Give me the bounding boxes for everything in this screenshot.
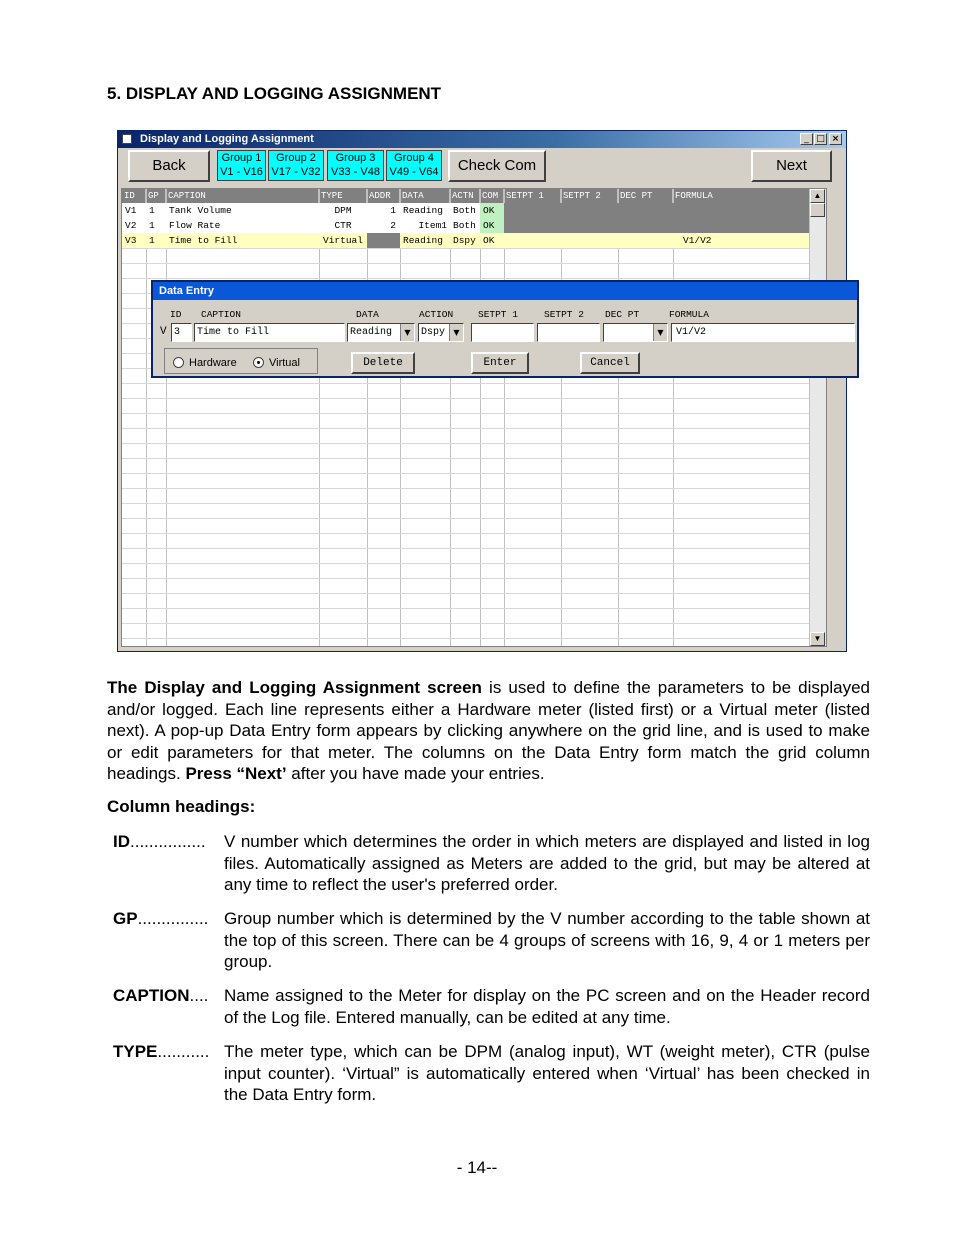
cell-id: V3 — [125, 235, 137, 246]
header-type: TYPE — [319, 189, 367, 203]
group-4-range: V49 - V64 — [389, 166, 439, 178]
term-label: ID................ — [113, 832, 206, 851]
label-id: ID — [170, 309, 182, 320]
intro-bold: The Display and Logging Assignment screen — [107, 678, 482, 697]
next-button[interactable]: Next — [751, 150, 832, 182]
term-description: Name assigned to the Meter for display on the PC screen and on the Header record of the Log file. Entered manually, can be edited at any time. — [224, 986, 870, 1027]
scroll-down-icon[interactable]: ▼ — [810, 632, 825, 646]
label-action: ACTION — [419, 309, 454, 320]
column-headings-title: Column headings: — [107, 797, 256, 816]
data-entry-dialog — [151, 280, 859, 378]
enter-button[interactable]: Enter — [471, 352, 529, 374]
cell-caption: Time to Fill — [169, 235, 238, 246]
grid-header-row — [122, 189, 826, 203]
term-label: GP............... — [113, 909, 209, 928]
term-description: Group number which is determined by the V number according to the table shown at the top of this screen. There can be 4 groups of screens with 16, 9, 4 or 1 meters per group. — [224, 909, 870, 971]
group-1-label: Group 1 — [221, 152, 262, 164]
delete-button[interactable]: Delete — [351, 352, 415, 374]
group-4-button[interactable] — [386, 150, 442, 181]
cell-actn: Dspy — [453, 235, 476, 246]
virtual-radio[interactable] — [253, 357, 264, 368]
cancel-button[interactable]: Cancel — [580, 352, 640, 374]
cell-decpt — [618, 233, 673, 248]
hardware-label[interactable]: Hardware — [189, 357, 237, 369]
cell-actn: Both — [453, 220, 476, 231]
grid-row-selected[interactable] — [122, 233, 826, 248]
cell-gp: 1 — [149, 220, 155, 231]
group-2-range: V17 - V32 — [271, 166, 321, 178]
setpt2-field[interactable] — [537, 323, 600, 342]
term-label: CAPTION.... — [113, 986, 209, 1005]
group-2-label: Group 2 — [276, 152, 316, 164]
cell-formula — [673, 203, 812, 218]
action-select[interactable] — [418, 323, 464, 342]
cell-type: Virtual — [323, 235, 363, 246]
header-decpt: DEC PT — [618, 189, 673, 203]
v-prefix: V — [160, 326, 167, 338]
definition-id — [113, 831, 870, 896]
press-next-tail: after you have made your entries. — [286, 764, 545, 783]
label-caption: CAPTION — [201, 309, 241, 320]
decpt-select[interactable] — [603, 323, 668, 342]
scroll-up-icon[interactable]: ▲ — [810, 189, 825, 203]
cell-addr: 1 — [390, 205, 396, 216]
chevron-down-icon[interactable]: ▼ — [449, 324, 463, 341]
virtual-label[interactable]: Virtual — [269, 357, 300, 369]
intro-paragraph — [107, 677, 870, 785]
cell-id: V2 — [125, 220, 137, 231]
window-title: Display and Logging Assignment — [140, 133, 314, 145]
data-entry-title: Data Entry — [153, 282, 857, 300]
cell-com: OK — [480, 218, 504, 233]
cell-caption: Flow Rate — [169, 220, 221, 231]
minimize-icon[interactable]: _ — [800, 133, 813, 145]
header-setpt2: SETPT 2 — [561, 189, 618, 203]
setpt1-field[interactable] — [471, 323, 534, 342]
group-1-range: V1 - V16 — [220, 166, 263, 178]
group-3-range: V33 - V48 — [331, 166, 380, 178]
label-formula: FORMULA — [669, 309, 709, 320]
cell-actn: Both — [453, 205, 476, 216]
cell-type: CTR — [334, 220, 352, 231]
group-3-button[interactable] — [327, 150, 384, 181]
maximize-icon[interactable]: □ — [814, 133, 827, 145]
data-select[interactable] — [347, 323, 415, 342]
cell-formula — [673, 218, 812, 233]
grid-scrollbar[interactable] — [809, 189, 826, 646]
grid-row[interactable] — [122, 203, 826, 218]
meter-type-radio-group — [164, 348, 318, 374]
cell-caption: Tank Volume — [169, 205, 232, 216]
definition-gp — [113, 908, 870, 973]
cell-decpt — [618, 218, 673, 233]
term-label: TYPE........... — [113, 1042, 210, 1061]
group-3-label: Group 3 — [335, 152, 376, 164]
section-heading: 5. DISPLAY AND LOGGING ASSIGNMENT — [107, 84, 442, 103]
cell-com: OK — [483, 235, 495, 246]
group-4-label: Group 4 — [394, 152, 434, 164]
window-titlebar — [118, 131, 846, 148]
header-addr: ADDR — [367, 189, 400, 203]
hardware-radio[interactable] — [173, 357, 184, 368]
header-com: COM — [480, 189, 504, 203]
cell-formula: V1/V2 — [683, 235, 712, 246]
grid-row[interactable] — [122, 218, 826, 233]
cell-gp: 1 — [149, 235, 155, 246]
cell-id: V1 — [125, 205, 137, 216]
display-logging-window — [117, 130, 847, 652]
term-description: The meter type, which can be DPM (analog input), WT (weight meter), CTR (pulse input counter). ‘Virtual” is automatically entered when ‘Virtual’ has been checked in the Data Entry form. — [224, 1042, 870, 1104]
label-decpt: DEC PT — [605, 309, 640, 320]
cell-setpt2 — [561, 233, 618, 248]
cell-addr: 2 — [390, 220, 396, 231]
cell-data: Reading — [403, 205, 443, 216]
id-field[interactable]: 3 — [171, 323, 192, 342]
cell-setpt1 — [504, 233, 561, 248]
cell-setpt1 — [504, 203, 561, 218]
group-2-button[interactable] — [268, 150, 324, 181]
header-data: DATA — [400, 189, 450, 203]
header-actn: ACTN — [450, 189, 480, 203]
group-1-button[interactable] — [217, 150, 266, 181]
header-gp: GP — [146, 189, 166, 203]
term-description: V number which determines the order in which meters are displayed and listed in log files. Automatically assigned as Meters are added to the grid, but may be altered at any time to reflect the user's preferred order. — [224, 832, 870, 894]
formula-field[interactable]: V1/V2 — [671, 323, 855, 342]
caption-field[interactable]: Time to Fill — [194, 323, 345, 342]
page-number: - 14-- — [456, 1158, 498, 1177]
cell-data: Item1 — [418, 220, 447, 231]
cell-setpt2 — [561, 203, 618, 218]
close-icon[interactable]: × — [829, 133, 842, 145]
press-next-bold: Press “Next’ — [185, 764, 287, 783]
cell-com: OK — [480, 203, 504, 218]
label-setpt1: SETPT 1 — [478, 309, 518, 320]
check-com-button[interactable]: Check Com — [448, 150, 546, 182]
cell-addr — [367, 233, 400, 248]
data-select-value: Reading — [350, 327, 393, 338]
back-button[interactable]: Back — [128, 150, 210, 182]
app-icon — [122, 134, 132, 144]
cell-data: Reading — [403, 235, 443, 246]
header-caption: CAPTION — [166, 189, 319, 203]
cell-type: DPM — [334, 205, 352, 216]
label-data: DATA — [356, 309, 379, 320]
intro-text: is used to define the parameters to be displayed and/or logged. Each line represents either a Hardware meter (listed first) or a Virtual meter (listed next). A pop-up Data Entry form appears by clicking anywhere on the grid line, and is used to make or edit parameters for that meter. The columns on the Data Entry form match the grid column headings. — [107, 678, 871, 783]
scroll-thumb[interactable] — [810, 203, 825, 217]
cell-gp: 1 — [149, 205, 155, 216]
cell-setpt1 — [504, 218, 561, 233]
chevron-down-icon[interactable]: ▼ — [400, 324, 414, 341]
cell-setpt2 — [561, 218, 618, 233]
chevron-down-icon[interactable]: ▼ — [653, 324, 667, 341]
definition-caption — [113, 985, 870, 1028]
header-formula: FORMULA — [673, 189, 812, 203]
cell-decpt — [618, 203, 673, 218]
label-setpt2: SETPT 2 — [544, 309, 584, 320]
assignment-grid[interactable] — [121, 188, 827, 647]
definition-type — [113, 1041, 870, 1106]
header-id: ID — [122, 189, 146, 203]
header-setpt1: SETPT 1 — [504, 189, 561, 203]
action-select-value: Dspy — [421, 327, 446, 338]
